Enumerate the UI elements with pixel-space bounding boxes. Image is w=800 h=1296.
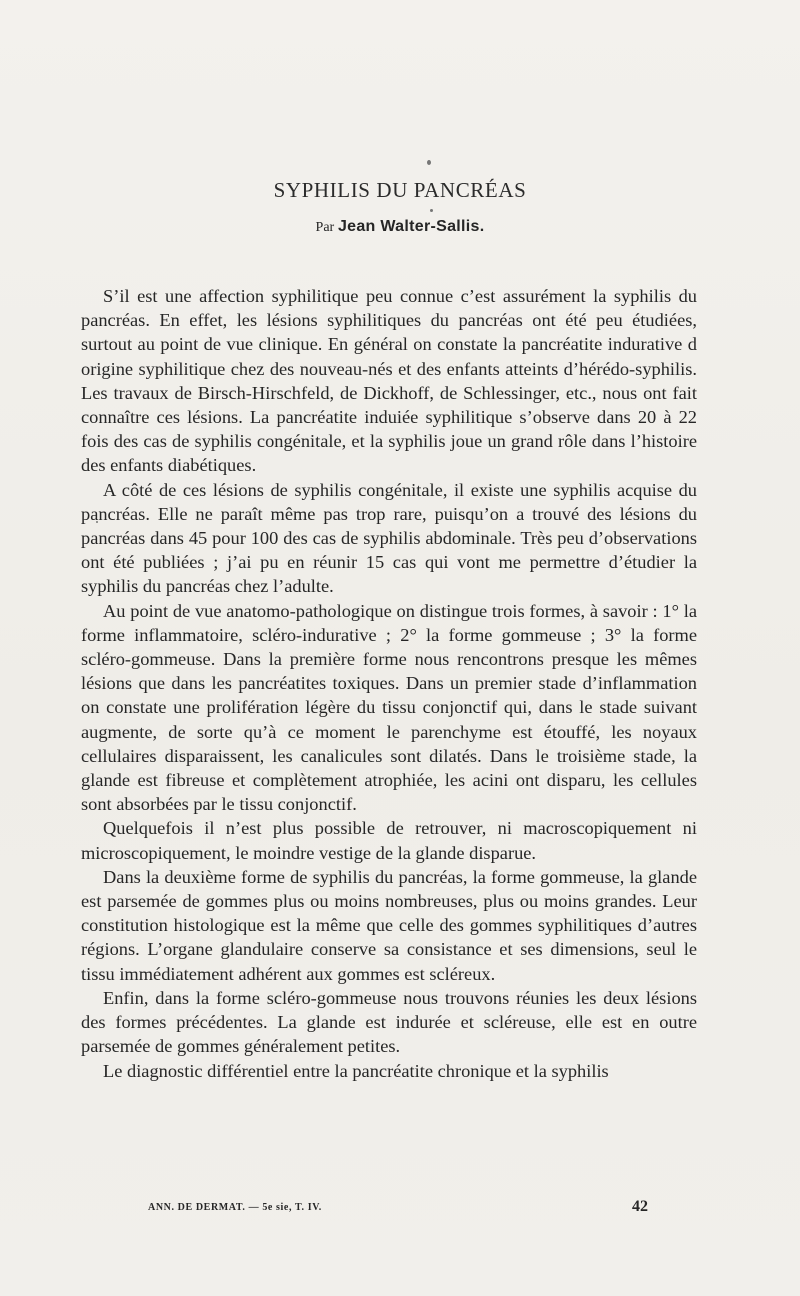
- journal-reference: ANN. DE DERMAT. — 5e sie, T. IV.: [148, 1202, 322, 1213]
- paragraph: Quelquefois il n’est plus possible de retrouver, ni macroscopiquement ni microscopiquement, le moindre vestige de la glande disparue.: [81, 818, 697, 863]
- article-body: [81, 284, 697, 1083]
- paragraph: Au point de vue anatomo-pathologique on distingue trois formes, à savoir : 1° la forme inflammatoire, scléro-indurative ; 2° la forme gommeuse ; 3° la forme scléro-gommeuse. Dans la première forme nous rencontrons presque les mêmes lésions que dans les pancréatites toxiques. Dans un premier stade d’inflammation on constate une prolifération légère du tissu conjonctif qui, dans le stade suivant augmente, de sorte qu’à ce moment le parenchyme est étouffé, les noyaux cellulaires disparaissent, les canalicules sont dilatés. Dans le troisième stade, la glande est fibreuse et complètement atrophiée, les acini ont disparu, les cellules sont absorbées par le tissu conjonctif.: [81, 600, 697, 815]
- author-name: Jean Walter-Sallis.: [337, 218, 485, 235]
- paragraph: A côté de ces lésions de syphilis congénitale, il existe une syphilis acquise du pancréas. Elle ne paraît même pas trop rare, puisqu’on a trouvé des lésions du pancréas dans 45 pour 100 des cas de syphilis abdominale. Très peu d’observations ont été publiées ; j’ai pu en réunir 15 cas qui vont me permettre d’étudier la syphilis du pancréas chez l’adulte.: [81, 479, 697, 597]
- article-title: SYPHILIS DU PANCRÉAS: [273, 178, 527, 202]
- page-number: 42: [632, 1198, 648, 1215]
- byline: [0, 218, 800, 236]
- paragraph: Enfin, dans la forme scléro-gommeuse nous trouvons réunies les deux lésions des formes précédentes. La glande est indurée et scléreuse, elle est en outre parsemée de gommes généralement petites.: [81, 987, 697, 1057]
- paragraph: Le diagnostic différentiel entre la pancréatite chronique et la syphilis: [103, 1060, 609, 1081]
- page-footer: [148, 1200, 648, 1216]
- ink-speck: [427, 160, 431, 165]
- ink-speck: [430, 209, 433, 212]
- paragraph: S’il est une affection syphilitique peu connue c’est assurément la syphilis du pancréas. En effet, les lésions syphilitiques du pancréas ont été peu étudiées, surtout au point de vue clinique. En général on constate la pancréatite indurative d origine syphilitique chez des nouveau-nés et des enfants atteints d’hérédo-syphilis. Les travaux de Birsch-Hirschfeld, de Dickhoff, de Schlessinger, etc., nous ont fait connaître ces lésions. La pancréatite induiée syphilitique s’observe dans 20 à 22 fois des cas de syphilis congénitale, et la syphilis joue un grand rôle dans l’histoire des enfants diabétiques.: [81, 286, 697, 476]
- paragraph: Dans la deuxième forme de syphilis du pancréas, la forme gommeuse, la glande est parsemée de gommes plus ou moins nombreuses, plus ou moins grandes. Leur constitution histologique est la même que celle des gommes syphilitiques d’autres régions. L’organe glandulaire conserve sa consistance et ses dimensions, seul le tissu immédiatement adhérent aux gommes est scléreux.: [81, 866, 697, 984]
- byline-prefix: Par: [315, 220, 335, 235]
